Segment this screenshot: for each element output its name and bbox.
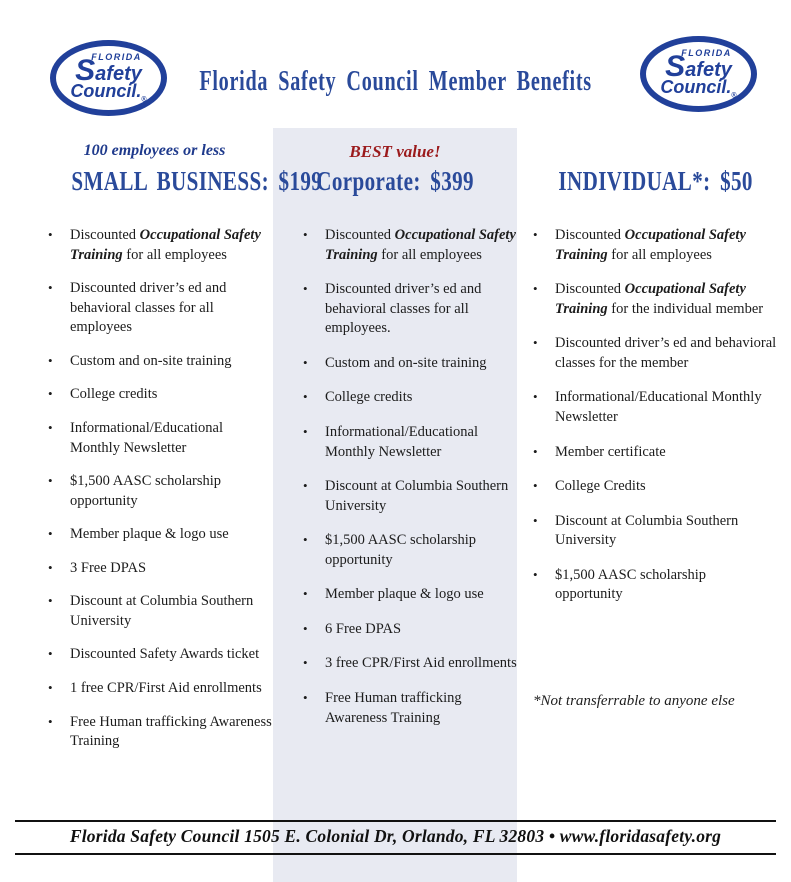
benefit-text: Free Human trafficking Awareness Training: [70, 713, 272, 750]
logo-florida-text: FLORIDA: [91, 51, 142, 62]
registered-mark-icon: ®: [141, 96, 147, 104]
benefit-item: [303, 585, 517, 605]
bullet-icon: •: [303, 478, 308, 494]
benefit-item: [303, 654, 517, 674]
benefit-item: [303, 388, 517, 408]
column-small-business: [36, 128, 323, 766]
bullet-icon: •: [48, 386, 53, 402]
florida-safety-council-logo: [640, 36, 757, 112]
benefit-text: Member plaque & logo use: [70, 526, 229, 543]
benefit-item: [48, 352, 273, 372]
bullet-icon: •: [533, 443, 538, 459]
benefit-item: [303, 354, 517, 374]
bullet-icon: •: [48, 419, 53, 435]
benefit-text: Discounted driver’s ed and behavioral classes for all employees.: [325, 281, 482, 337]
benefit-item: [533, 512, 777, 551]
benefit-text: Discount at Columbia Southern University: [70, 593, 254, 629]
benefit-item: [48, 385, 273, 405]
bullet-icon: •: [303, 690, 308, 705]
bullet-icon: •: [303, 620, 308, 636]
benefit-text: Discounted Occupational Safety Training for the individual member: [555, 281, 764, 317]
benefit-text: Discounted Occupational Safety Training for all employees: [555, 227, 746, 263]
benefit-text: 6 Free DPAS: [325, 620, 402, 637]
footer: [15, 820, 776, 855]
benefit-text: $1,500 AASC scholarship opportunity: [325, 532, 477, 568]
benefit-item: [303, 423, 517, 462]
small-business-heading: SMALL BUSINESS: $199: [71, 166, 323, 196]
individual-benefit-list: [531, 226, 777, 605]
bullet-icon: •: [533, 281, 538, 297]
logo-council-text: $Council._®$: [70, 80, 147, 104]
logo-florida-text: FLORIDA: [681, 47, 732, 58]
logo-safety-text: Safety: [75, 53, 142, 87]
benefit-text: Discounted driver’s ed and behavioral classes for all employees: [70, 280, 227, 336]
corporate-benefit-list: [273, 226, 517, 728]
benefit-item: [533, 280, 777, 319]
benefit-text: College credits: [70, 386, 158, 403]
benefit-text: College Credits: [555, 478, 646, 495]
corporate-tagline: BEST value!: [349, 142, 441, 161]
benefit-item: [303, 226, 517, 265]
small-business-tagline: 100 employees or less: [83, 142, 226, 159]
benefit-text: Discount at Columbia Southern University: [325, 478, 509, 514]
bullet-icon: •: [48, 646, 53, 662]
benefit-text: Informational/Educational Monthly Newsletter: [325, 423, 479, 460]
benefit-text: Informational/Educational Monthly Newsletter: [70, 419, 224, 456]
benefit-item: [533, 388, 777, 427]
benefit-item: [303, 689, 517, 728]
bullet-icon: •: [303, 281, 308, 297]
benefit-item: [48, 679, 273, 699]
benefit-text: Member certificate: [555, 443, 666, 460]
logo-big-s: S: [75, 53, 96, 87]
benefit-item: [303, 620, 517, 640]
benefit-text: Discounted Occupational Safety Training for all employees: [325, 227, 516, 263]
benefit-item: [48, 472, 273, 511]
bullet-icon: •: [303, 586, 308, 602]
benefit-item: [48, 525, 273, 545]
benefit-text: Custom and on-site training: [70, 352, 232, 369]
bullet-icon: •: [303, 532, 308, 548]
individual-note: *Not transferrable to anyone else: [533, 692, 735, 709]
benefit-item: [533, 443, 777, 463]
benefit-item: [48, 559, 273, 579]
bullet-icon: •: [533, 478, 538, 494]
bullet-icon: •: [303, 389, 308, 405]
benefit-text: Informational/Educational Monthly Newsletter: [555, 389, 762, 425]
bullet-icon: •: [48, 680, 53, 695]
bullet-icon: •: [48, 352, 53, 368]
bullet-icon: •: [48, 227, 53, 242]
bullet-icon: •: [533, 389, 538, 405]
bullet-icon: •: [48, 280, 53, 296]
footer-address-text: Florida Safety Council 1505 E. Colonial Dr, Orlando, FL 32803 • www.floridasafety.org: [69, 826, 722, 846]
benefit-item: [303, 531, 517, 570]
benefit-text: 3 Free DPAS: [70, 559, 147, 576]
florida-safety-council-logo: [50, 40, 167, 116]
benefit-text: Free Human trafficking Awareness Training: [325, 690, 462, 726]
benefit-text: Member plaque & logo use: [325, 586, 484, 603]
logo-big-s: S: [665, 49, 686, 83]
bullet-icon: •: [303, 354, 308, 370]
membership-columns: [0, 128, 791, 766]
registered-mark-icon: ®: [731, 92, 737, 100]
bullet-icon: •: [303, 423, 308, 439]
benefit-text: $1,500 AASC scholarship opportunity: [70, 473, 222, 509]
benefit-item: [533, 477, 777, 497]
benefit-item: [48, 645, 273, 665]
benefit-text: 3 free CPR/First Aid enrollments: [325, 655, 517, 672]
individual-heading: INDIVIDUAL*: $50: [558, 166, 753, 196]
benefit-text: College credits: [325, 389, 413, 406]
bullet-icon: •: [303, 655, 308, 671]
bullet-icon: •: [48, 713, 53, 729]
bullet-icon: •: [533, 512, 538, 528]
bullet-icon: •: [303, 227, 308, 242]
benefit-text: Discounted driver’s ed and behavioral classes for the member: [555, 335, 777, 371]
benefit-item: [303, 477, 517, 516]
benefit-text: Discounted Occupational Safety Training for all employees: [70, 227, 261, 263]
bullet-icon: •: [48, 559, 53, 575]
benefit-text: Discount at Columbia Southern University: [555, 512, 739, 549]
benefit-item: [533, 566, 777, 605]
benefit-item: [48, 226, 273, 265]
benefit-item: [48, 713, 273, 752]
logo-council-text: $Council._®$: [660, 76, 737, 100]
benefit-text: $1,500 AASC scholarship opportunity: [555, 566, 707, 603]
bullet-icon: •: [533, 566, 538, 582]
column-individual: [531, 128, 777, 766]
bullet-icon: •: [48, 593, 53, 609]
small-business-benefit-list: [36, 226, 273, 752]
benefit-text: Discounted Safety Awards ticket: [70, 646, 260, 663]
bullet-icon: •: [533, 335, 538, 351]
benefit-text: 1 free CPR/First Aid enrollments: [70, 680, 262, 696]
bullet-icon: •: [533, 227, 538, 242]
corporate-heading: Corporate: $399: [316, 166, 474, 196]
bullet-icon: •: [48, 526, 53, 542]
bullet-icon: •: [48, 473, 53, 489]
benefit-item: [533, 226, 777, 265]
benefit-item: [303, 280, 517, 339]
logo-safety-text: Safety: [665, 49, 732, 83]
benefit-item: [48, 279, 273, 338]
column-corporate: [273, 128, 517, 766]
benefit-text: Custom and on-site training: [325, 354, 487, 371]
benefit-item: [533, 334, 777, 373]
benefit-item: [48, 592, 273, 631]
page-title: Florida Safety Council Member Benefits: [199, 66, 592, 97]
individual-tagline: [531, 142, 777, 164]
benefit-item: [48, 419, 273, 458]
